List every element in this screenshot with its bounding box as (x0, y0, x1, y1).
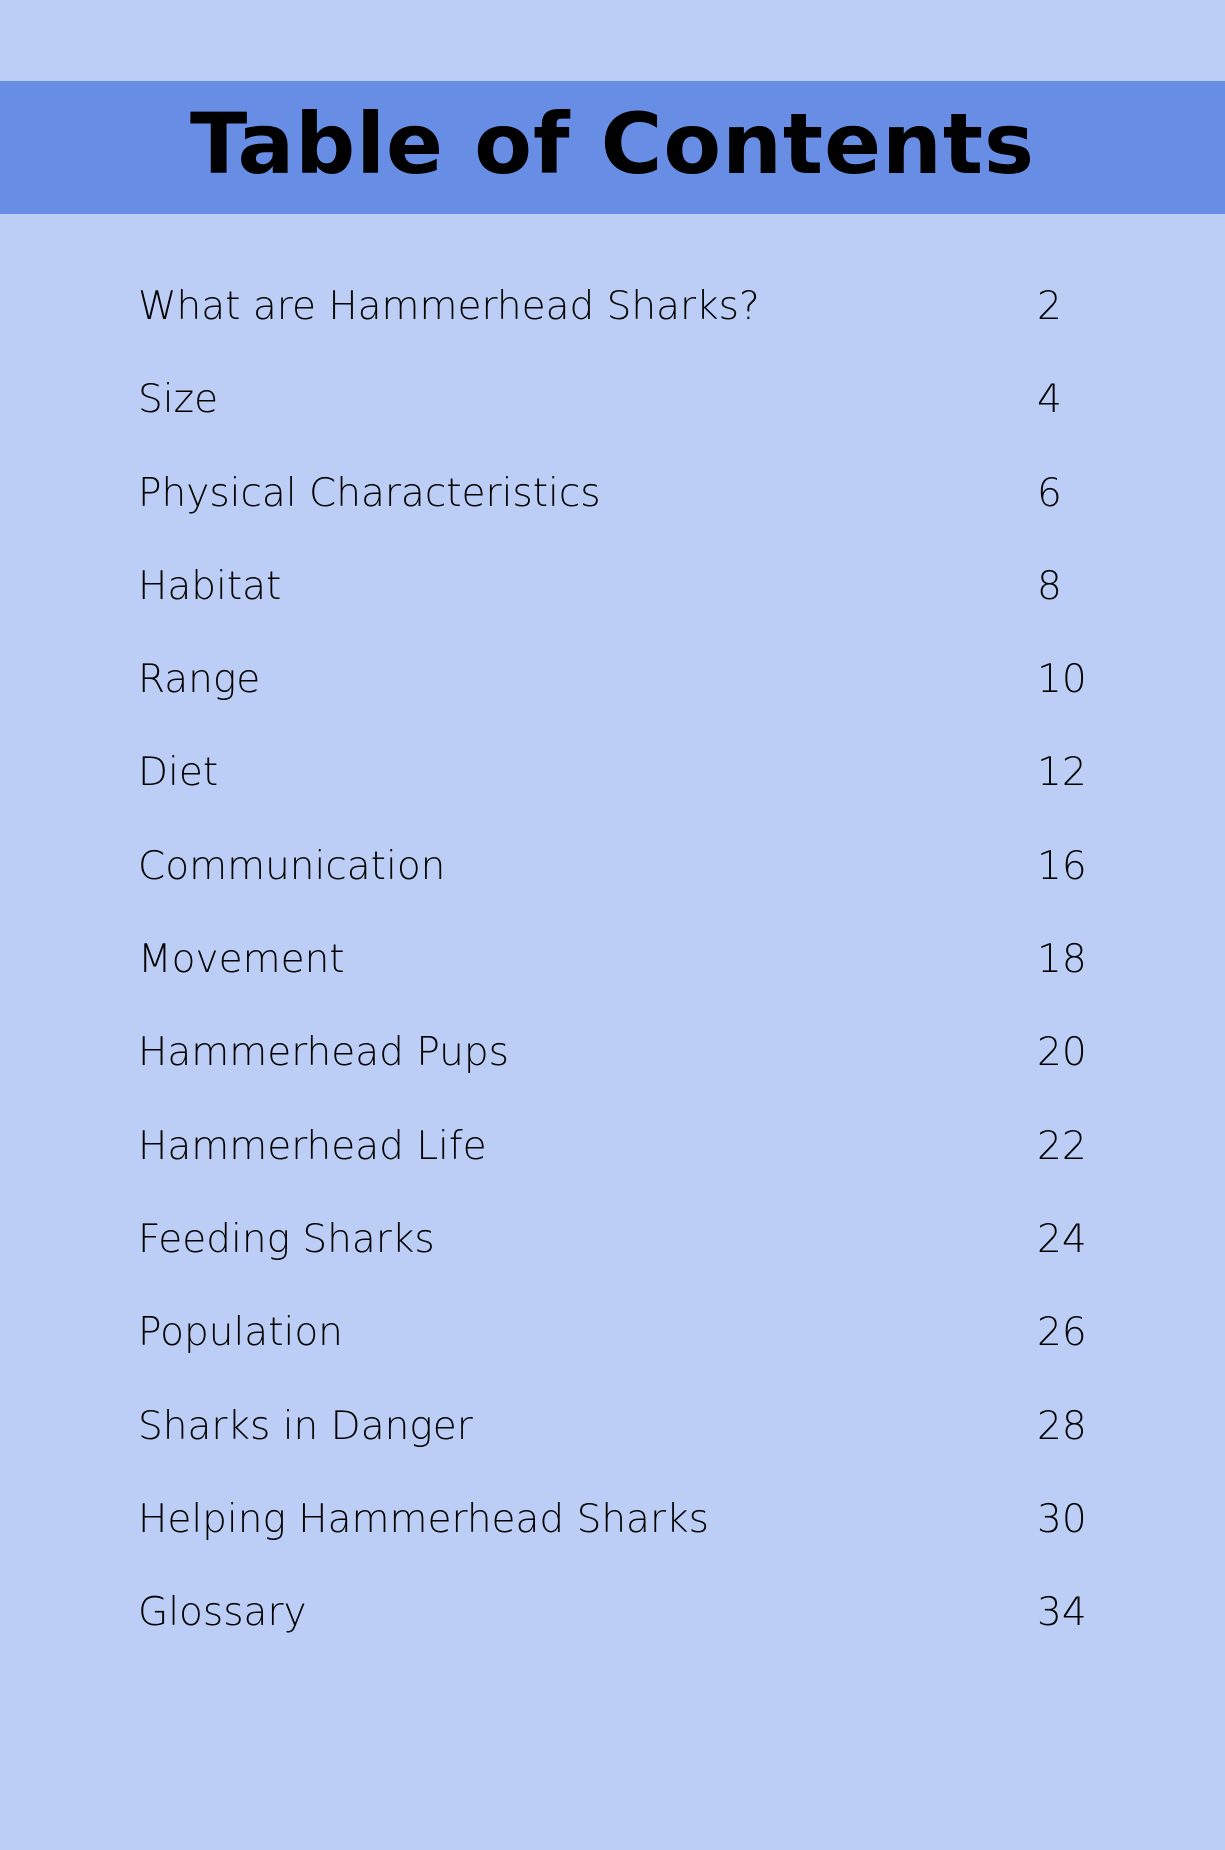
toc-entry-page: 24 (1037, 1216, 1087, 1262)
toc-entry-label: Hammerhead Pups (138, 1030, 509, 1076)
toc-entry-label: Helping Hammerhead Sharks (138, 1496, 709, 1542)
toc-entry-label: Sharks in Danger (138, 1403, 473, 1449)
toc-entry[interactable] (138, 1497, 1098, 1590)
toc-entry-label: Physical Characteristics (138, 470, 601, 516)
toc-entry[interactable] (138, 937, 1098, 1030)
toc-list (138, 284, 1098, 1683)
toc-entry-page: 6 (1037, 470, 1062, 516)
toc-entry[interactable] (138, 1590, 1098, 1683)
toc-entry[interactable] (138, 657, 1098, 750)
toc-entry-page: 30 (1037, 1496, 1087, 1542)
toc-entry[interactable] (138, 1310, 1098, 1403)
toc-entry-page: 2 (1037, 284, 1062, 329)
toc-entry-page: 20 (1037, 1030, 1087, 1076)
toc-entry[interactable] (138, 1404, 1098, 1497)
title-band (0, 81, 1225, 214)
toc-entry-page: 12 (1037, 750, 1087, 796)
toc-entry-page: 28 (1037, 1403, 1087, 1449)
toc-entry-label: Glossary (138, 1590, 307, 1636)
toc-entry-page: 10 (1037, 657, 1087, 703)
page-title: Table of Contents (189, 94, 1036, 193)
toc-entry-label: Hammerhead Life (138, 1123, 487, 1169)
toc-entry[interactable] (138, 1030, 1098, 1123)
toc-entry-label: Range (138, 657, 261, 703)
toc-entry-label: Movement (138, 937, 345, 983)
toc-entry[interactable] (138, 564, 1098, 657)
toc-entry[interactable] (138, 750, 1098, 843)
toc-entry-label: What are Hammerhead Sharks? (138, 284, 760, 329)
toc-entry-label: Population (138, 1310, 343, 1356)
toc-entry[interactable] (138, 1217, 1098, 1310)
toc-entry-page: 26 (1037, 1310, 1087, 1356)
toc-entry-page: 18 (1037, 937, 1087, 983)
toc-entry[interactable] (138, 471, 1098, 564)
toc-entry-label: Size (138, 377, 219, 423)
toc-entry-label: Communication (138, 843, 446, 889)
toc-entry[interactable] (138, 844, 1098, 937)
toc-entry-page: 16 (1037, 843, 1087, 889)
toc-entry-page: 8 (1037, 563, 1062, 609)
toc-entry[interactable] (138, 1124, 1098, 1217)
toc-entry-label: Feeding Sharks (138, 1216, 435, 1262)
toc-entry-page: 22 (1037, 1123, 1087, 1169)
toc-entry[interactable] (138, 284, 1098, 377)
toc-entry-page: 4 (1037, 377, 1062, 423)
toc-entry[interactable] (138, 377, 1098, 470)
toc-entry-page: 34 (1037, 1590, 1087, 1636)
toc-entry-label: Diet (138, 750, 219, 796)
toc-entry-label: Habitat (138, 563, 282, 609)
